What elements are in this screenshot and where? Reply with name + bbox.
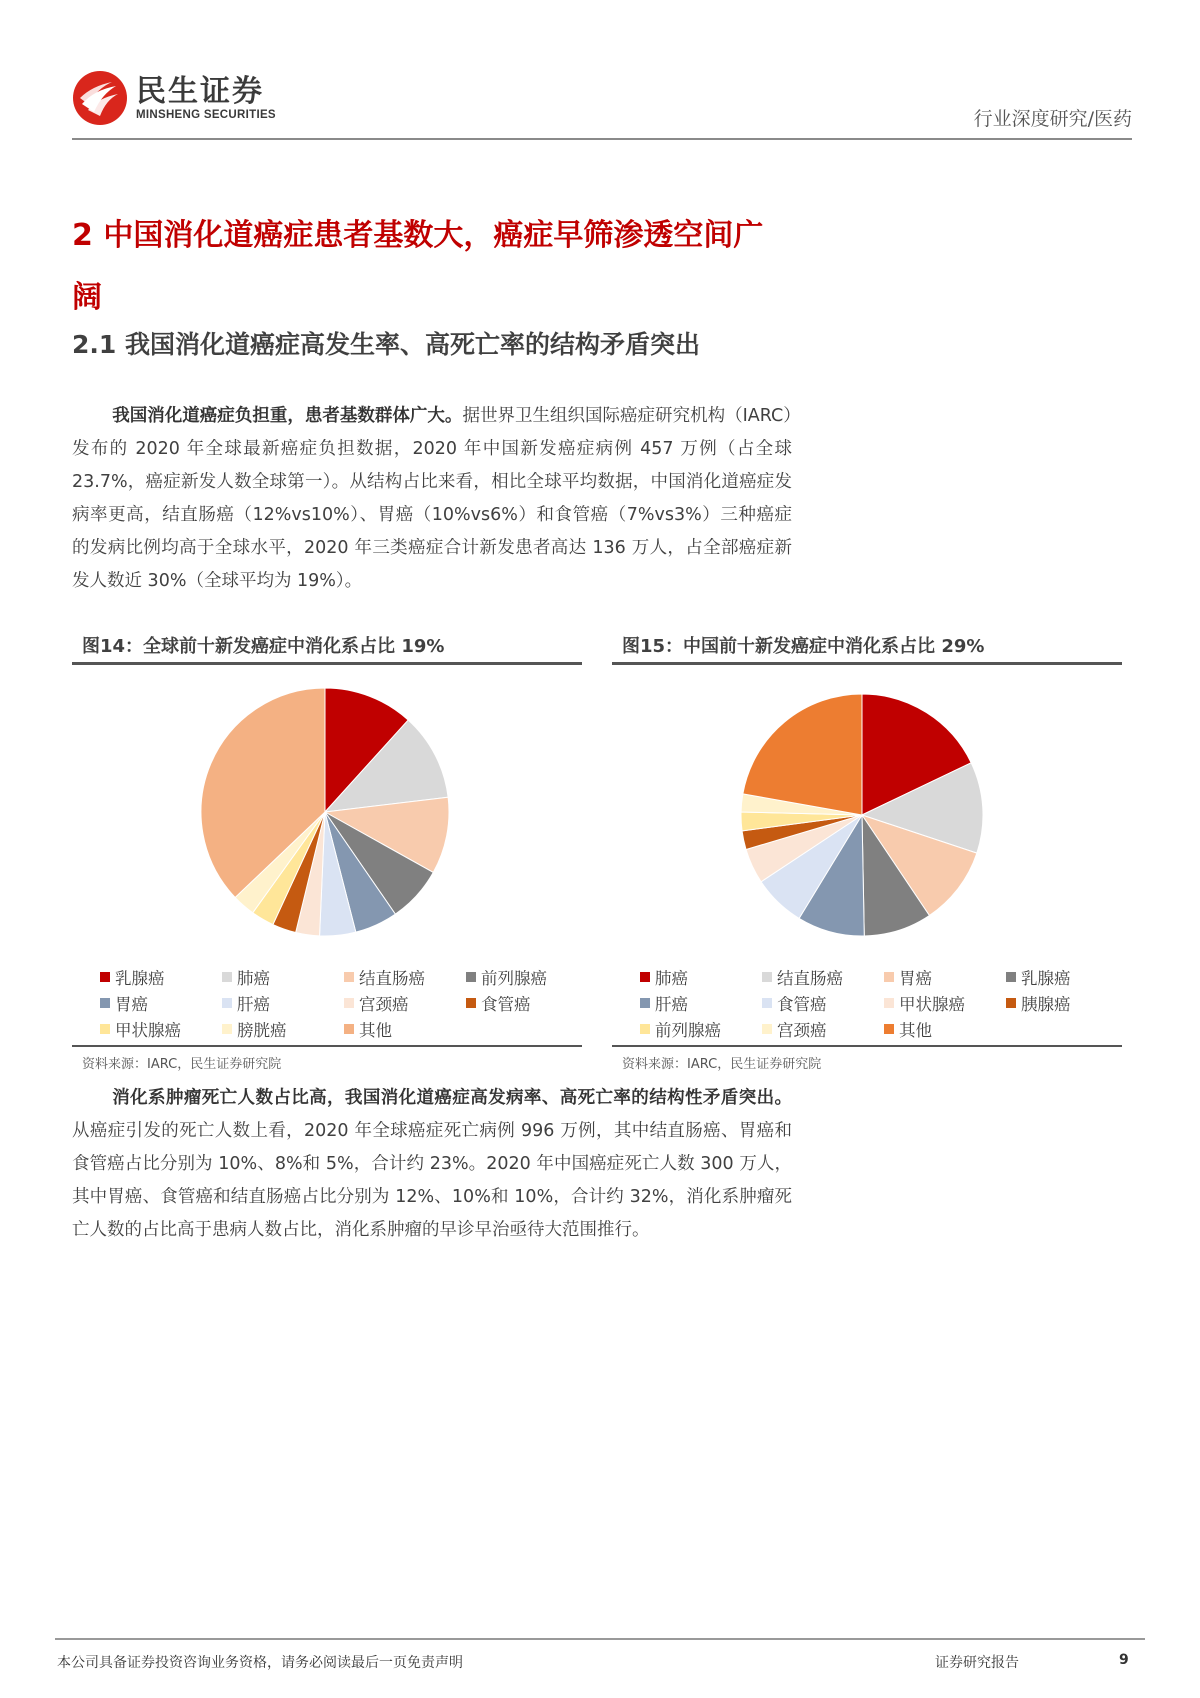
pie-chart-global [72,665,582,965]
pie-slice [743,694,862,815]
legend-label: 食管癌 [481,995,531,1014]
legend-item [1006,965,1136,989]
legend-label: 肝癌 [655,995,688,1014]
legend-label: 胃癌 [115,995,148,1014]
legend-item [884,1017,1006,1041]
legend-label: 甲状腺癌 [899,995,965,1014]
legend-label: 前列腺癌 [655,1021,721,1040]
legend-swatch-icon [344,998,354,1008]
legend-swatch-icon [100,972,110,982]
legend-label: 肺癌 [655,969,688,988]
paragraph-lead: 我国消化道癌症负担重，患者基数群体广大。 [112,406,463,426]
legend-swatch-icon [640,972,650,982]
legend-item [344,965,466,989]
legend-item [344,991,466,1015]
header-divider [72,138,1132,140]
figure-title: 图14：全球前十新发癌症中消化系占比 19% [72,634,582,665]
legend-swatch-icon [100,1024,110,1034]
body-paragraph-1 [72,400,792,598]
legend-item [100,1017,222,1041]
legend-item [344,1017,466,1041]
legend-swatch-icon [222,972,232,982]
legend-label: 甲状腺癌 [115,1021,181,1040]
figure-source: 资料来源：IARC，民生证券研究院 [72,1045,582,1072]
logo-english-name: MINSHENG SECURITIES [136,109,276,121]
legend-item [640,1017,762,1041]
legend-swatch-icon [1006,972,1016,982]
chart-legend [612,965,1122,1041]
legend-label: 膀胱癌 [237,1021,287,1040]
legend-item [466,991,596,1015]
page-header [72,62,1132,142]
minsheng-logo-icon [72,70,128,126]
legend-item [222,965,344,989]
legend-item [762,991,884,1015]
legend-swatch-icon [466,998,476,1008]
footer-disclaimer: 本公司具备证券投资咨询业务资格，请务必阅读最后一页免责声明 [57,1655,463,1671]
footer-divider [55,1638,1145,1640]
legend-label: 宫颈癌 [777,1021,827,1040]
legend-label: 宫颈癌 [359,995,409,1014]
legend-item [640,965,762,989]
pie-chart-svg [612,665,1122,965]
logo-chinese-name: 民生证券 [136,74,264,109]
legend-label: 乳腺癌 [115,969,165,988]
figure-14 [72,634,582,1072]
legend-item [762,965,884,989]
company-logo [72,70,276,126]
legend-label: 其他 [899,1021,932,1040]
figure-source: 资料来源：IARC，民生证券研究院 [612,1045,1122,1072]
legend-item [640,991,762,1015]
legend-swatch-icon [466,972,476,982]
page-number: 9 [1119,1652,1129,1668]
legend-label: 肺癌 [237,969,270,988]
figure-title: 图15：中国前十新发癌症中消化系占比 29% [612,634,1122,665]
legend-swatch-icon [884,998,894,1008]
pie-chart-svg [72,665,582,965]
legend-label: 其他 [359,1021,392,1040]
footer-report-type: 证券研究报告 [935,1655,1019,1671]
legend-swatch-icon [1006,998,1016,1008]
legend-item [466,965,596,989]
legend-item [100,965,222,989]
legend-item [884,965,1006,989]
legend-item [222,1017,344,1041]
figure-15 [612,634,1122,1072]
legend-swatch-icon [640,998,650,1008]
legend-swatch-icon [762,998,772,1008]
pie-chart-china [612,665,1122,965]
legend-label: 胃癌 [899,969,932,988]
paragraph-text: 从癌症引发的死亡人数上看，2020 年全球癌症死亡病例 996 万例，其中结直肠癌、胃癌和食管癌占比分别为 10%、8%和 5%，合计约 23%。2020 年中国癌症死亡人数 300 万人，其中胃癌、食管癌和结直肠癌占比分别为 12%、10%和 10%，合计约 32%，消化系肿瘤死亡人数的占比高于患病人数占比，消化系肿瘤的早诊早治亟待大范围推行。 [72,1121,792,1240]
legend-label: 乳腺癌 [1021,969,1071,988]
legend-item [100,991,222,1015]
legend-label: 肝癌 [237,995,270,1014]
legend-swatch-icon [884,972,894,982]
legend-swatch-icon [344,972,354,982]
legend-label: 食管癌 [777,995,827,1014]
legend-label: 前列腺癌 [481,969,547,988]
legend-label: 胰腺癌 [1021,995,1071,1014]
legend-item [884,991,1006,1015]
body-paragraph-2 [72,1082,792,1247]
legend-swatch-icon [640,1024,650,1034]
section-heading: 2 中国消化道癌症患者基数大，癌症早筛渗透空间广阔 [72,218,764,315]
legend-item [1006,991,1136,1015]
subsection-heading: 2.1 我国消化道癌症高发生率、高死亡率的结构矛盾突出 [72,330,700,359]
legend-label: 结直肠癌 [359,969,425,988]
legend-swatch-icon [222,1024,232,1034]
report-category: 行业深度研究/医药 [973,108,1132,130]
chart-legend [72,965,582,1041]
legend-item [762,1017,884,1041]
legend-label: 结直肠癌 [777,969,843,988]
legend-swatch-icon [762,972,772,982]
legend-swatch-icon [100,998,110,1008]
legend-swatch-icon [344,1024,354,1034]
legend-swatch-icon [884,1024,894,1034]
legend-item [222,991,344,1015]
paragraph-lead: 消化系肿瘤死亡人数占比高，我国消化道癌症高发病率、高死亡率的结构性矛盾突出。 [112,1088,792,1108]
legend-swatch-icon [222,998,232,1008]
paragraph-text: 据世界卫生组织国际癌症研究机构（IARC）发布的 2020 年全球最新癌症负担数据，2020 年中国新发癌症病例 457 万例（占全球 23.7%，癌症新发人数全球第一）。从结构占比来看，相比全球平均数据，中国消化道癌症发病率更高，结直肠癌（12%vs10%）、胃癌（10%vs6%）和食管癌（7%vs3%）三种癌症的发病比例均高于全球水平，2020 年三类癌症合计新发患者高达 136 万人，占全部癌症新发人数近 30%（全球平均为 19%）。 [72,406,793,591]
legend-swatch-icon [762,1024,772,1034]
